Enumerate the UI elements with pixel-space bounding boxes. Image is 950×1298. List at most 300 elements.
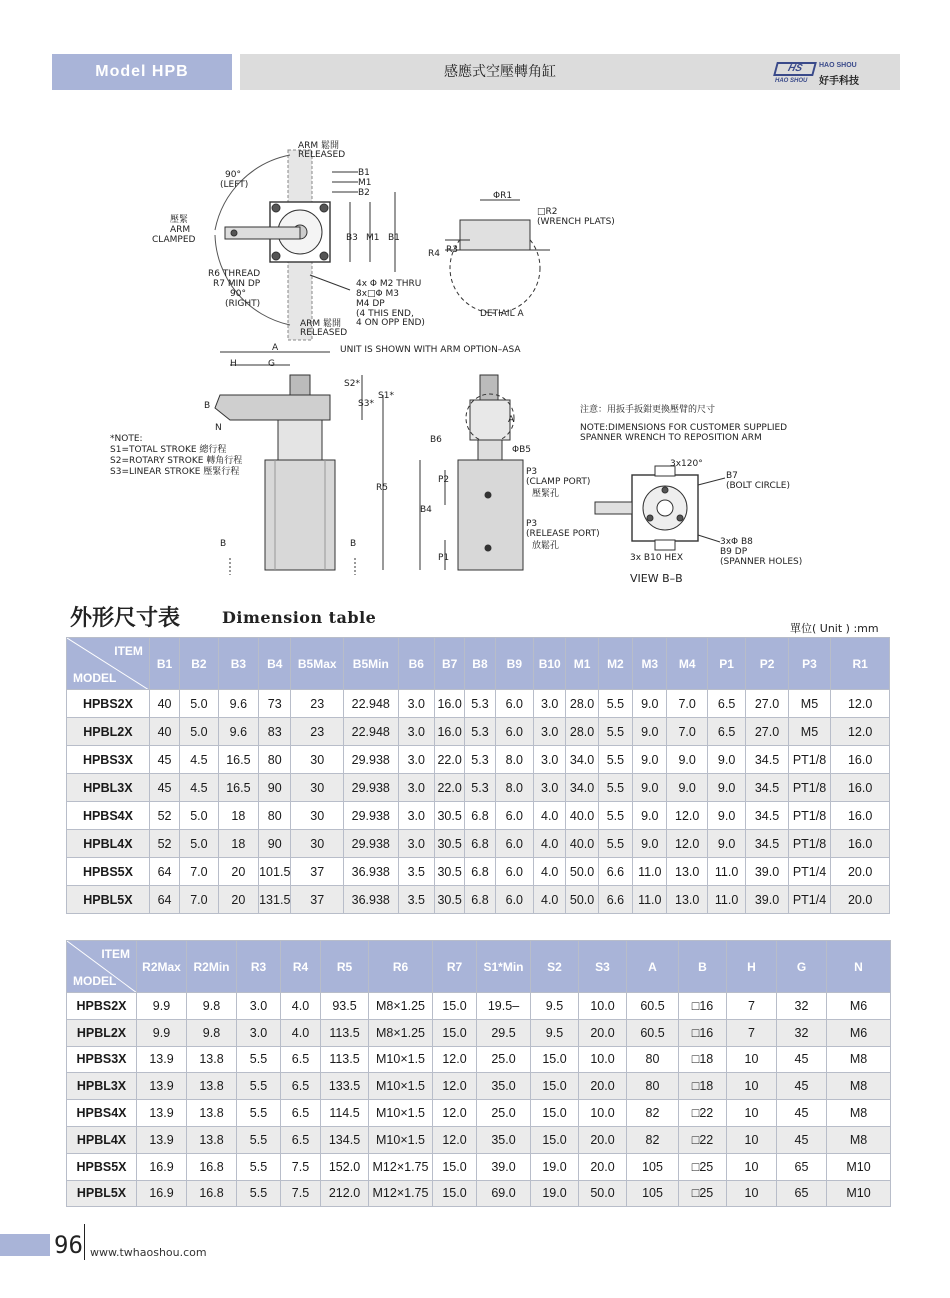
table-cell: 29.938 xyxy=(343,830,398,858)
table-cell: 3.0 xyxy=(398,802,434,830)
label-arm-released-bot: ARM 鬆開 xyxy=(300,319,342,329)
column-header: N xyxy=(827,941,891,993)
column-header: P2 xyxy=(746,638,788,690)
table1-body xyxy=(67,690,890,914)
table-cell: 45 xyxy=(777,1100,827,1127)
model-cell: HPBS2X xyxy=(67,993,137,1020)
table-cell: 113.5 xyxy=(321,1019,369,1046)
table-cell: 5.5 xyxy=(598,690,632,718)
table-cell: M10×1.5 xyxy=(369,1046,433,1073)
table-cell: M8 xyxy=(827,1100,891,1127)
drawing-canvas xyxy=(100,130,900,600)
table2-corner xyxy=(67,941,137,993)
table-cell: 9.9 xyxy=(137,1019,187,1046)
table-cell: 9.6 xyxy=(218,690,258,718)
table-cell: 10 xyxy=(727,1126,777,1153)
model-label: Model HPB xyxy=(52,54,232,90)
table-cell: 50.0 xyxy=(566,886,598,914)
table-cell: 105 xyxy=(627,1153,679,1180)
model-cell: HPBL4X xyxy=(67,1126,137,1153)
label-s3: S3* xyxy=(358,399,374,409)
table-cell: 212.0 xyxy=(321,1180,369,1207)
table-cell: 8.0 xyxy=(495,746,533,774)
label-r5: R5 xyxy=(376,483,388,493)
model-cell: HPBS2X xyxy=(67,690,150,718)
table-cell: 3.0 xyxy=(398,690,434,718)
column-header: G xyxy=(777,941,827,993)
table-cell: 30 xyxy=(291,774,344,802)
table-cell: 4.0 xyxy=(534,802,566,830)
table-cell: 22.948 xyxy=(343,690,398,718)
table1-header-row xyxy=(67,638,890,690)
table-cell: 82 xyxy=(627,1100,679,1127)
technical-drawing xyxy=(100,130,900,600)
label-b1: B1 xyxy=(358,168,370,178)
column-header: R6 xyxy=(369,941,433,993)
table-cell: 3.0 xyxy=(398,718,434,746)
table-cell: 40 xyxy=(149,690,179,718)
table-cell: 29.938 xyxy=(343,746,398,774)
table-cell: 3.0 xyxy=(237,993,281,1020)
table-cell: 19.0 xyxy=(531,1153,579,1180)
table-cell: 5.5 xyxy=(598,830,632,858)
table-cell: 5.5 xyxy=(237,1180,281,1207)
table-cell: 6.5 xyxy=(281,1073,321,1100)
column-header: A xyxy=(627,941,679,993)
column-header: B6 xyxy=(398,638,434,690)
table-cell: 6.0 xyxy=(495,718,533,746)
column-header: S1*Min xyxy=(477,941,531,993)
table-row xyxy=(67,1073,891,1100)
label-b-left: B xyxy=(220,539,227,549)
label-note1: S1=TOTAL STROKE 總行程 xyxy=(110,445,227,455)
table-cell: 80 xyxy=(627,1073,679,1100)
table-cell: 9.0 xyxy=(633,830,667,858)
table-cell: 9.8 xyxy=(187,993,237,1020)
table-cell: 25.0 xyxy=(477,1100,531,1127)
label-b5: ΦB5 xyxy=(512,445,531,455)
table-cell: 90 xyxy=(259,774,291,802)
table-cell: 18 xyxy=(218,830,258,858)
table-row xyxy=(67,886,890,914)
front-rod xyxy=(470,400,510,440)
table-cell: 5.0 xyxy=(180,690,218,718)
label-g: G xyxy=(268,359,275,369)
column-header: R1 xyxy=(831,638,890,690)
table-cell: 7.0 xyxy=(667,718,707,746)
column-header: B8 xyxy=(465,638,495,690)
table-cell: M8 xyxy=(827,1073,891,1100)
table-cell: 7 xyxy=(727,1019,777,1046)
table-cell: 16.0 xyxy=(831,774,890,802)
column-header: M2 xyxy=(598,638,632,690)
table-cell: 4.5 xyxy=(180,774,218,802)
table-cell: 3.0 xyxy=(534,746,566,774)
model-cell: HPBL2X xyxy=(67,718,150,746)
table-cell: 9.0 xyxy=(633,718,667,746)
table-cell: 16.0 xyxy=(434,718,464,746)
label-right: (RIGHT) xyxy=(225,299,261,309)
table-cell: 12.0 xyxy=(831,690,890,718)
table-cell: 36.938 xyxy=(343,858,398,886)
label-90-right: 90° xyxy=(230,289,246,299)
table-cell: 5.3 xyxy=(465,690,495,718)
table-cell: 64 xyxy=(149,858,179,886)
table-cell: 45 xyxy=(149,774,179,802)
table-cell: 22.0 xyxy=(434,746,464,774)
label-clamp-arm: ARM xyxy=(170,225,191,235)
table-cell: 15.0 xyxy=(433,1153,477,1180)
label-n: N xyxy=(215,423,222,433)
table-row xyxy=(67,774,890,802)
table-cell: 12.0 xyxy=(667,830,707,858)
table-cell: 30 xyxy=(291,746,344,774)
label-clamp-cn-port: 壓緊孔 xyxy=(532,489,560,499)
label-release-cn: 放鬆孔 xyxy=(532,541,560,551)
column-header: S3 xyxy=(579,941,627,993)
table-cell: 7.0 xyxy=(667,690,707,718)
table-cell: M6 xyxy=(827,1019,891,1046)
table-cell: 12.0 xyxy=(433,1100,477,1127)
column-header: R5 xyxy=(321,941,369,993)
table-cell: 3.5 xyxy=(398,858,434,886)
table-cell: 80 xyxy=(259,802,291,830)
table-cell: 5.0 xyxy=(180,830,218,858)
table-cell: 5.3 xyxy=(465,774,495,802)
table-cell: 6.8 xyxy=(465,858,495,886)
table-cell: 16.8 xyxy=(187,1180,237,1207)
model-cell: HPBS4X xyxy=(67,1100,137,1127)
table-cell: 30 xyxy=(291,802,344,830)
table-cell: PT1/4 xyxy=(788,886,830,914)
table-cell: 7.0 xyxy=(180,886,218,914)
table-cell: PT1/8 xyxy=(788,746,830,774)
table-cell: 30.5 xyxy=(434,830,464,858)
table-cell: 16.8 xyxy=(187,1153,237,1180)
label-a: A xyxy=(272,343,279,353)
label-clamp-port: (CLAMP PORT) xyxy=(526,477,591,487)
table-cell: 10.0 xyxy=(579,1100,627,1127)
table-cell: 131.5 xyxy=(259,886,291,914)
table-cell: 34.5 xyxy=(746,746,788,774)
table-cell: 80 xyxy=(627,1046,679,1073)
label-m1: M1 xyxy=(358,178,372,188)
table-cell: 5.5 xyxy=(237,1126,281,1153)
label-angle: 3x120° xyxy=(670,459,703,469)
table-cell: 12.0 xyxy=(433,1126,477,1153)
label-s2: S2* xyxy=(344,379,360,389)
label-m2: 4x Φ M2 THRU xyxy=(356,279,422,289)
table-cell: 90 xyxy=(259,830,291,858)
table-cell: M8 xyxy=(827,1126,891,1153)
table-cell: 6.5 xyxy=(281,1100,321,1127)
label-b10: 3x B10 HEX xyxy=(630,553,684,563)
table-cell: M10 xyxy=(827,1180,891,1207)
table-cell: 23 xyxy=(291,690,344,718)
table-cell: 50.0 xyxy=(566,858,598,886)
table-cell: 5.5 xyxy=(598,774,632,802)
table-cell: □18 xyxy=(679,1046,727,1073)
table-cell: 9.8 xyxy=(187,1019,237,1046)
table-cell: 9.0 xyxy=(707,774,745,802)
table-cell: 5.5 xyxy=(237,1073,281,1100)
table-cell: 23 xyxy=(291,718,344,746)
table-cell: 3.0 xyxy=(534,690,566,718)
label-left: (LEFT) xyxy=(220,180,249,190)
table-cell: 20 xyxy=(218,858,258,886)
table-cell: 12.0 xyxy=(433,1046,477,1073)
table-cell: 6.0 xyxy=(495,690,533,718)
table-cell: □16 xyxy=(679,1019,727,1046)
table-row xyxy=(67,1046,891,1073)
table-cell: 11.0 xyxy=(707,858,745,886)
table-cell: 37 xyxy=(291,858,344,886)
label-b3: B3 xyxy=(346,233,358,243)
table-cell: 134.5 xyxy=(321,1126,369,1153)
table-cell: 4.5 xyxy=(180,746,218,774)
table-cell: 11.0 xyxy=(633,858,667,886)
table-cell: 29.938 xyxy=(343,774,398,802)
table-cell: 5.5 xyxy=(598,746,632,774)
logo-mark: HS xyxy=(773,62,817,76)
label-b-right: B xyxy=(350,539,357,549)
table-cell: 35.0 xyxy=(477,1126,531,1153)
table-cell: M8×1.25 xyxy=(369,1019,433,1046)
table-cell: 13.9 xyxy=(137,1073,187,1100)
column-header: B10 xyxy=(534,638,566,690)
label-h: H xyxy=(230,359,237,369)
label-b6: B6 xyxy=(430,435,442,445)
table-cell: 5.5 xyxy=(598,802,632,830)
table-cell: 133.5 xyxy=(321,1073,369,1100)
table-cell: 9.0 xyxy=(633,746,667,774)
table-cell: PT1/8 xyxy=(788,774,830,802)
table-cell: 20.0 xyxy=(831,858,890,886)
section-title-en: Dimension table xyxy=(222,608,377,627)
table-cell: M10 xyxy=(827,1153,891,1180)
table-cell: 13.0 xyxy=(667,886,707,914)
table-cell: 16.0 xyxy=(831,802,890,830)
table-cell: 3.0 xyxy=(534,718,566,746)
label-clamp-cn: 壓緊 xyxy=(170,215,189,225)
model-cell: HPBL5X xyxy=(67,1180,137,1207)
table-row xyxy=(67,1153,891,1180)
table2-item-label: ITEM xyxy=(101,947,130,961)
table-cell: 32 xyxy=(777,1019,827,1046)
table-cell: 15.0 xyxy=(531,1126,579,1153)
column-header: B5Max xyxy=(291,638,344,690)
table-cell: 114.5 xyxy=(321,1100,369,1127)
table-cell: 15.0 xyxy=(531,1100,579,1127)
table-cell: 10.0 xyxy=(579,993,627,1020)
table-cell: 13.8 xyxy=(187,1073,237,1100)
table-cell: 60.5 xyxy=(627,1019,679,1046)
table-cell: 25.0 xyxy=(477,1046,531,1073)
table-cell: 105 xyxy=(627,1180,679,1207)
column-header: M3 xyxy=(633,638,667,690)
dimension-table-1 xyxy=(66,637,890,914)
table-cell: 20 xyxy=(218,886,258,914)
column-header: B7 xyxy=(434,638,464,690)
table-cell: 5.5 xyxy=(237,1046,281,1073)
table-cell: M12×1.75 xyxy=(369,1153,433,1180)
table-cell: 6.6 xyxy=(598,886,632,914)
label-note-cn: 注意：用扳手扳鉗更換壓臂的尺寸 xyxy=(580,405,716,415)
table-cell: 16.0 xyxy=(434,690,464,718)
table-cell: 101.5 xyxy=(259,858,291,886)
label-note3: S3=LINEAR STROKE 壓緊行程 xyxy=(110,467,240,477)
table-cell: 10 xyxy=(727,1046,777,1073)
table-cell: 32 xyxy=(777,993,827,1020)
model-cell: HPBL2X xyxy=(67,1019,137,1046)
column-header: B1 xyxy=(149,638,179,690)
label-m1b: M1 xyxy=(366,233,380,243)
column-header: B xyxy=(679,941,727,993)
table-cell: M8×1.25 xyxy=(369,993,433,1020)
table-row xyxy=(67,718,890,746)
table2-model-label: MODEL xyxy=(73,974,117,988)
table-cell: 9.5 xyxy=(531,993,579,1020)
table-cell: 6.5 xyxy=(281,1126,321,1153)
table-cell: 34.0 xyxy=(566,774,598,802)
label-wrench: (WRENCH PLATS) xyxy=(537,217,615,227)
table-cell: 12.0 xyxy=(831,718,890,746)
table2-body xyxy=(67,993,891,1207)
table-cell: 30 xyxy=(291,830,344,858)
table-cell: 37 xyxy=(291,886,344,914)
model-cell: HPBL5X xyxy=(67,886,150,914)
column-header: M1 xyxy=(566,638,598,690)
table-cell: 15.0 xyxy=(433,993,477,1020)
table-cell: 13.9 xyxy=(137,1100,187,1127)
table-cell: 28.0 xyxy=(566,690,598,718)
label-note: *NOTE: xyxy=(110,434,143,444)
label-p2: P2 xyxy=(438,475,450,485)
label-r6: R6 THREAD xyxy=(208,269,261,279)
table-cell: 82 xyxy=(627,1126,679,1153)
label-b4: B4 xyxy=(420,505,432,515)
table-cell: 80 xyxy=(259,746,291,774)
table-cell: 22.948 xyxy=(343,718,398,746)
label-bb-note1: NOTE:DIMENSIONS FOR CUSTOMER SUPPLIED xyxy=(580,423,788,433)
table-cell: □16 xyxy=(679,993,727,1020)
table-cell: 6.8 xyxy=(465,802,495,830)
label-r4: R4 xyxy=(428,249,440,259)
front-nut xyxy=(480,375,498,400)
table-cell: 6.0 xyxy=(495,830,533,858)
table-cell: 3.0 xyxy=(398,830,434,858)
table-cell: 6.0 xyxy=(495,802,533,830)
table-cell: M10×1.5 xyxy=(369,1100,433,1127)
table-cell: 93.5 xyxy=(321,993,369,1020)
spanner-arm xyxy=(595,502,632,514)
table-cell: PT1/8 xyxy=(788,802,830,830)
table-cell: 69.0 xyxy=(477,1180,531,1207)
table-cell: 13.8 xyxy=(187,1046,237,1073)
table-cell: 3.0 xyxy=(398,774,434,802)
page-title: 感應式空壓轉角缸 xyxy=(444,64,556,80)
logo-chinese: 好手科技 xyxy=(819,76,859,87)
table2-header-row xyxy=(67,941,891,993)
table-cell: 15.0 xyxy=(433,1180,477,1207)
column-header: B9 xyxy=(495,638,533,690)
column-header: P3 xyxy=(788,638,830,690)
column-header: R2Min xyxy=(187,941,237,993)
table-cell: 11.0 xyxy=(633,886,667,914)
table-cell: 27.0 xyxy=(746,690,788,718)
column-header: B2 xyxy=(180,638,218,690)
table-cell: 4.0 xyxy=(534,858,566,886)
footer-accent-bar xyxy=(0,1234,50,1256)
label-r3: R3 xyxy=(446,245,458,255)
label-r1: ΦR1 xyxy=(493,191,513,201)
footer-url: www.twhaoshou.com xyxy=(90,1246,207,1259)
table-cell: 4.0 xyxy=(281,993,321,1020)
model-cell: HPBL4X xyxy=(67,830,150,858)
label-view-bb: VIEW B–B xyxy=(630,572,683,585)
table-cell: 50.0 xyxy=(579,1180,627,1207)
model-cell: HPBS5X xyxy=(67,1153,137,1180)
table-row xyxy=(67,802,890,830)
table-cell: 19.5– xyxy=(477,993,531,1020)
table-cell: 10 xyxy=(727,1180,777,1207)
label-m4: M4 DP xyxy=(356,299,385,309)
table-cell: 3.0 xyxy=(534,774,566,802)
model-cell: HPBS3X xyxy=(67,746,150,774)
table-cell: 5.3 xyxy=(465,746,495,774)
column-header: H xyxy=(727,941,777,993)
table-cell: 7.5 xyxy=(281,1180,321,1207)
table-cell: 13.9 xyxy=(137,1046,187,1073)
table-cell: 34.5 xyxy=(746,830,788,858)
table-cell: 6.0 xyxy=(495,858,533,886)
model-cell: HPBL3X xyxy=(67,774,150,802)
label-bolt: (BOLT CIRCLE) xyxy=(726,481,790,491)
table-cell: 9.9 xyxy=(137,993,187,1020)
table-cell: 7.5 xyxy=(281,1153,321,1180)
model-cell: HPBS3X xyxy=(67,1046,137,1073)
logo-sub: HAO SHOU xyxy=(775,78,808,84)
table-cell: 13.9 xyxy=(137,1126,187,1153)
table-cell: 9.0 xyxy=(707,802,745,830)
label-b9: B9 DP xyxy=(720,547,748,557)
table-cell: 5.5 xyxy=(237,1153,281,1180)
table-cell: 16.9 xyxy=(137,1153,187,1180)
table-cell: 30.5 xyxy=(434,802,464,830)
table-cell: 9.0 xyxy=(633,802,667,830)
table-cell: 12.0 xyxy=(667,802,707,830)
table-cell: 9.5 xyxy=(531,1019,579,1046)
table-cell: 45 xyxy=(777,1073,827,1100)
table-cell: M10×1.5 xyxy=(369,1126,433,1153)
table-cell: 5.0 xyxy=(180,718,218,746)
table-cell: 45 xyxy=(777,1126,827,1153)
table-cell: M5 xyxy=(788,690,830,718)
table-cell: 4.0 xyxy=(281,1019,321,1046)
label-front-a: A xyxy=(508,415,515,425)
table-cell: 34.0 xyxy=(566,746,598,774)
logo-english: HAO SHOU xyxy=(819,62,857,69)
label-b: B xyxy=(204,401,211,411)
table-cell: 13.8 xyxy=(187,1126,237,1153)
table-cell: M8 xyxy=(827,1046,891,1073)
table-row xyxy=(67,1126,891,1153)
table-cell: PT1/8 xyxy=(788,830,830,858)
table-cell: 64 xyxy=(149,886,179,914)
table-cell: 45 xyxy=(777,1046,827,1073)
table-cell: 16.0 xyxy=(831,830,890,858)
table-cell: 6.8 xyxy=(465,830,495,858)
